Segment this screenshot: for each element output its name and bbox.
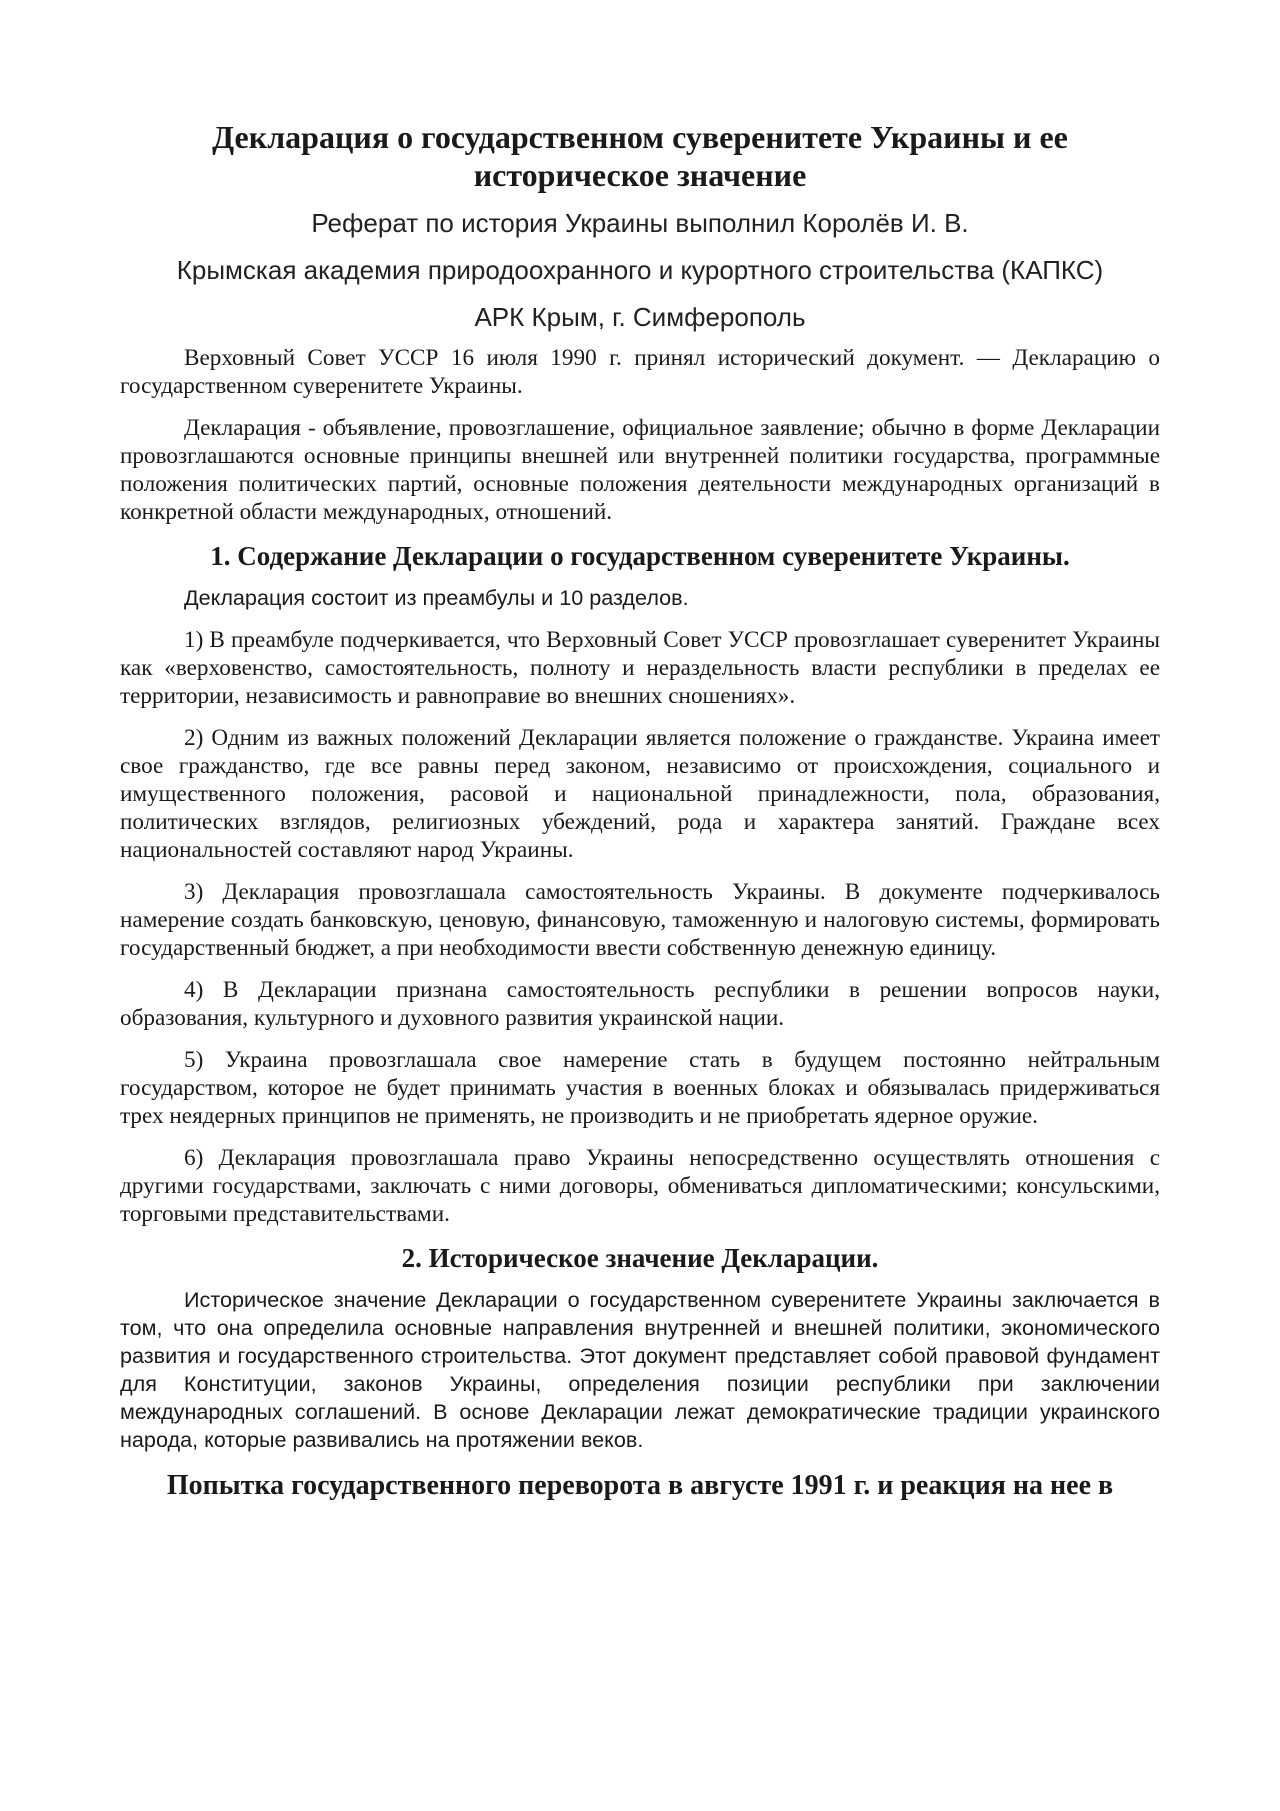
intro-paragraph: Верховный Совет УССР 16 июля 1990 г. принял исторический документ. — Декларацию о государственном суверенитете Украины. <box>120 345 1160 399</box>
institution-line: Крымская академия природоохранного и курортного строительства (КАПКС) <box>176 255 1104 285</box>
location-line: АРК Крым, г. Симферополь <box>474 302 806 332</box>
section-paragraph: 6) Декларация провозглашала право Украины непосредственно осуществлять отношения с другими государствами, заключать с ними договоры, обмениваться дипломатическими; консульскими, торговыми представительствами. <box>120 1145 1160 1227</box>
section-paragraph: 3) Декларация провозглашала самостоятельность Украины. В документе подчеркивалось намерение создать банковскую, ценовую, финансовую, таможенную и налоговую системы, формировать государственный бюджет, а при необходимости ввести собственную денежную единицу. <box>120 879 1160 961</box>
section-paragraph: 5) Украина провозглашала свое намерение стать в будущем постоянно нейтральным государством, которое не будет принимать участия в военных блоках и обязывалась придерживаться трех неядерных принципов не применять, не производить и не приобретать ядерное оружие. <box>120 1047 1160 1129</box>
section-paragraph: Историческое значение Декларации о государственном суверенитете Украины заключается в том, что она определила основные направления внутренней и внешней политики, экономического развития и государственного строительства. Этот документ представляет собой правовой фундамент для Конституции, законов Украины, определения позиции республики при заключении международных соглашений. В основе Декларации лежат демократические традиции украинского народа, которые развивались на протяжении веков. <box>120 1287 1160 1452</box>
section-heading-significance: 2. Историческое значение Декларации. <box>401 1243 879 1273</box>
section-paragraph: 1) В преамбуле подчеркивается, что Верховный Совет УССР провозглашает суверенитет Украины как «верховенство, самостоятельность, полноту и нераздельность власти республики в пределах ее территории, независимость и равноправие во внешних сношениях». <box>120 627 1160 709</box>
section-heading-coup: Попытка государственного переворота в августе 1991 г. и реакция на нее в <box>166 1470 1114 1501</box>
section-paragraph: Декларация состоит из преамбулы и 10 разделов. <box>184 585 689 610</box>
section-paragraph: 2) Одним из важных положений Декларации является положение о гражданстве. Украина имеет свое гражданство, где все равны перед законом, независимо от происхождения, социального и имущественного положения, расовой и национальной принадлежности, пола, образования, политических взглядов, религиозных убеждений, рода и характера занятий. Граждане всех национальностей составляют народ Украины. <box>120 725 1160 863</box>
document-page <box>120 118 1160 1514</box>
section-paragraph: 4) В Декларации признана самостоятельность республики в решении вопросов науки, образования, культурного и духовного развития украинской нации. <box>120 977 1160 1031</box>
section-heading-content: 1. Содержание Декларации о государственном суверенитете Украины. <box>210 541 1070 571</box>
document-title: Декларация о государственном суверенитете Украины и ее историческое значение <box>212 119 1068 193</box>
intro-paragraph: Декларация - объявление, провозглашение, официальное заявление; обычно в форме Декларации провозглашаются основные принципы внешней или внутренней политики государства, программные положения политических партий, основные положения деятельности международных организаций в конкретной области международных, отношений. <box>120 415 1160 525</box>
author-line: Реферат по история Украины выполнил Королёв И. В. <box>311 208 969 238</box>
